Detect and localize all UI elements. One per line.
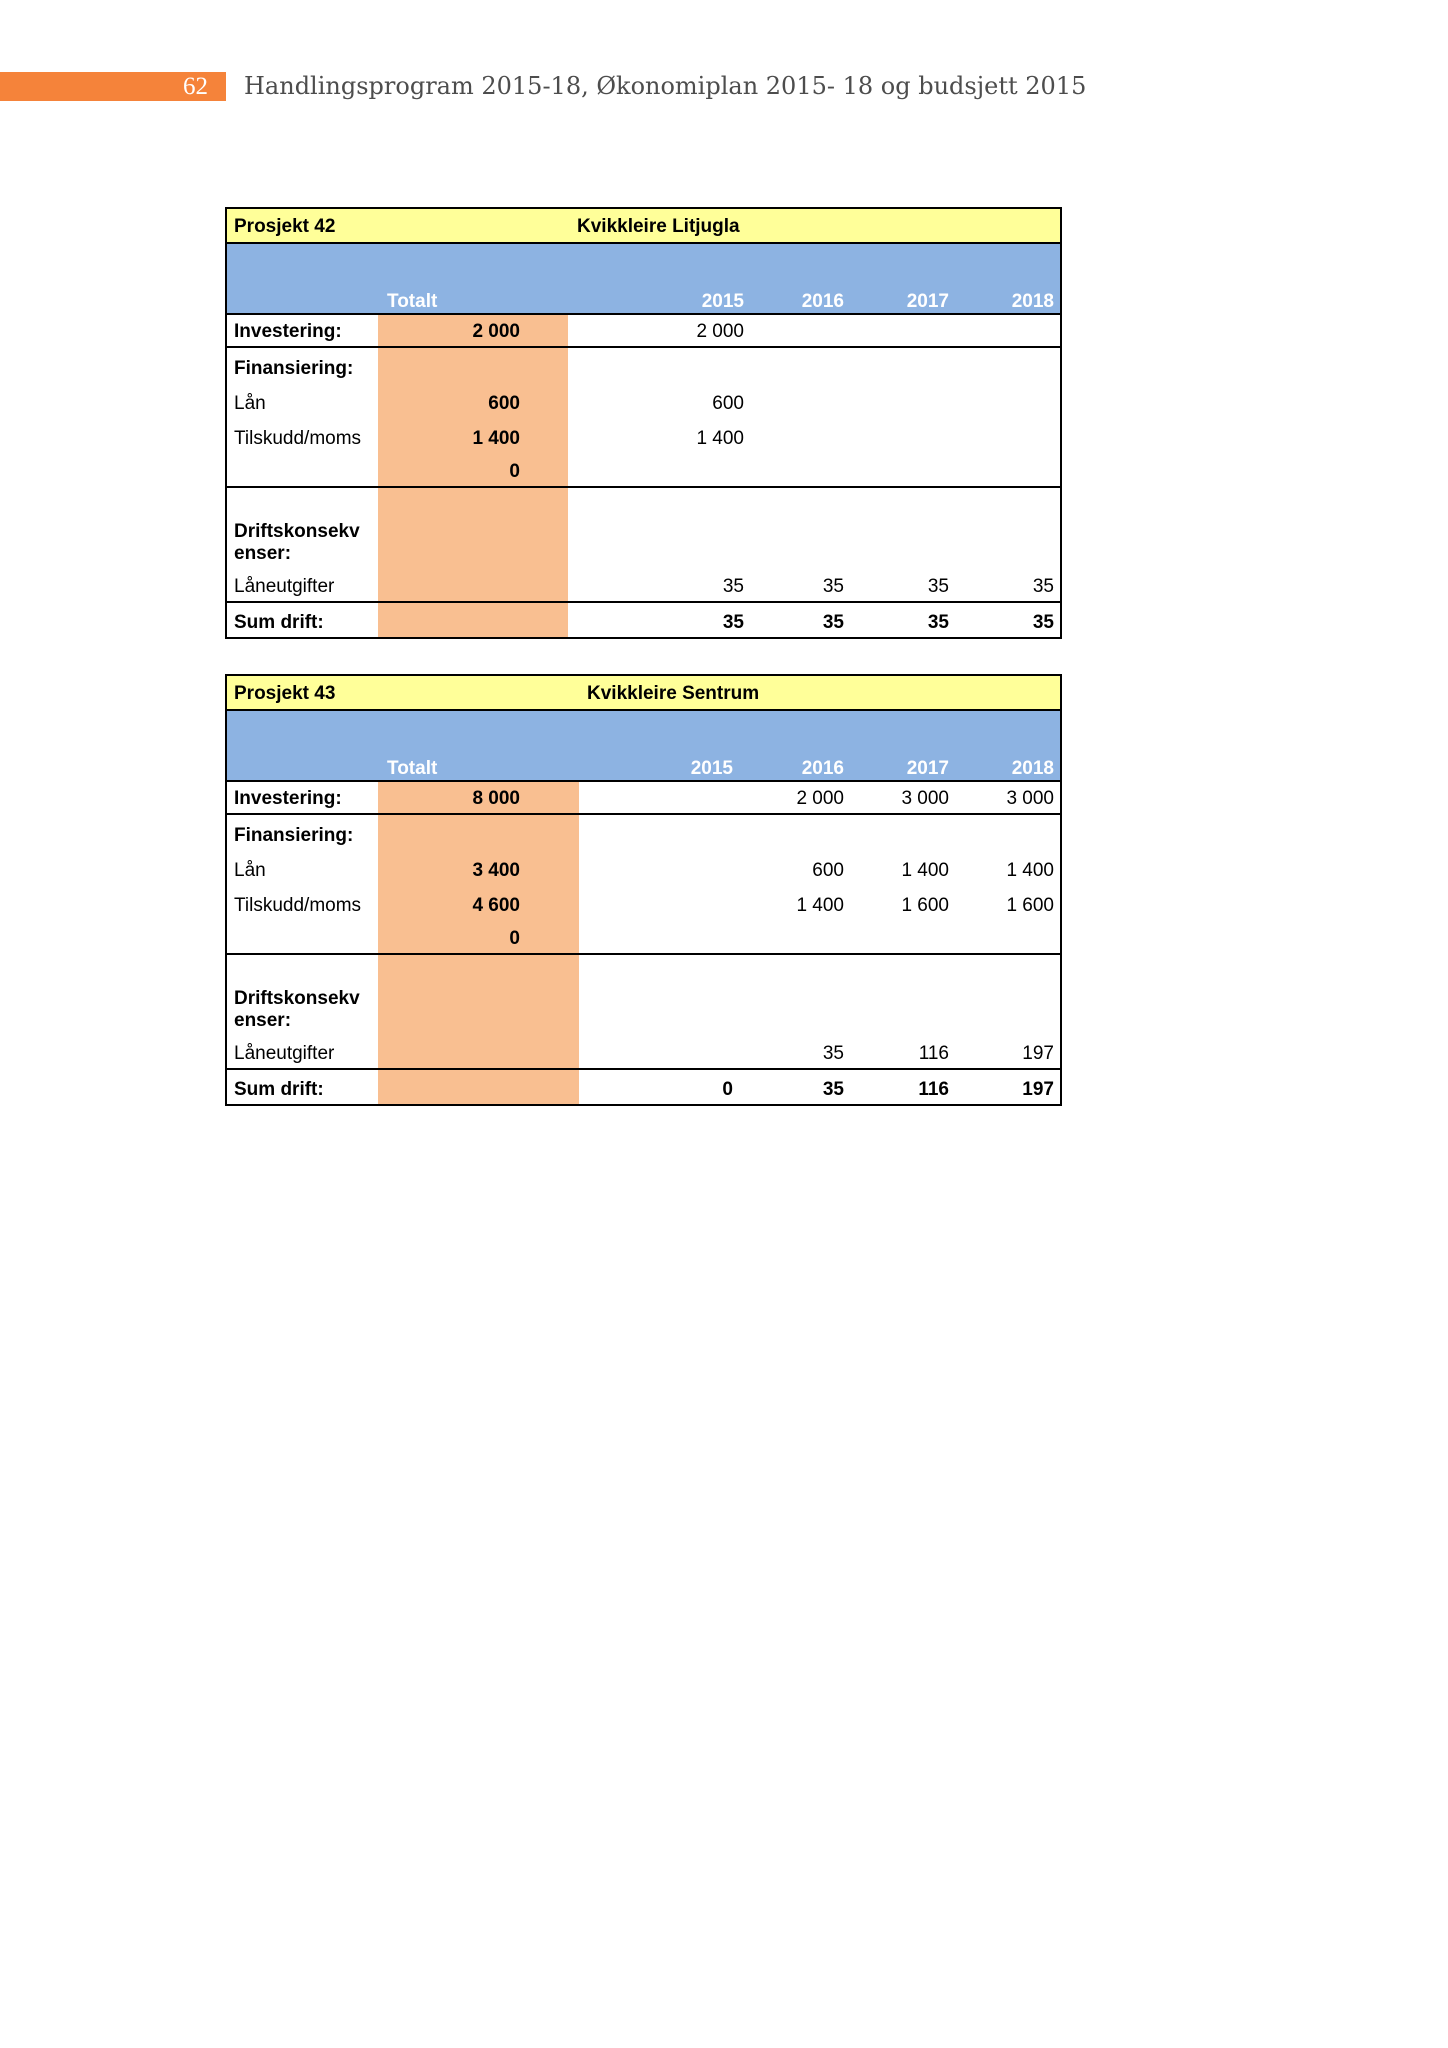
column-header-2016: 2016 xyxy=(801,758,844,779)
tilskudd-row xyxy=(227,418,1060,453)
project-name: Kvikkleire Litjugla xyxy=(577,216,740,237)
value-2018: 1 400 xyxy=(1006,860,1054,881)
project-table xyxy=(225,207,1062,639)
value-2017: 35 xyxy=(927,576,949,597)
row-label: Tilskudd/moms xyxy=(234,895,362,916)
project-name: Kvikkleire Sentrum xyxy=(587,683,760,704)
project-title-row xyxy=(227,209,1060,244)
value-2018: 35 xyxy=(1032,576,1054,597)
row-label: Sum drift: xyxy=(234,1079,324,1100)
row-label: Driftskonsekv xyxy=(234,988,360,1009)
column-header-2018: 2018 xyxy=(1011,291,1054,312)
column-header-total: Totalt xyxy=(387,291,438,312)
total-value: 0 xyxy=(509,461,520,482)
total-value: 4 600 xyxy=(472,895,520,916)
row-label: Låneutgifter xyxy=(234,576,335,597)
lan-row xyxy=(227,850,1060,885)
total-value: 2 000 xyxy=(472,321,520,342)
row-label: Investering: xyxy=(234,788,342,809)
column-header-2016: 2016 xyxy=(801,291,844,312)
row-label: Lån xyxy=(234,393,266,414)
row-label-continued: enser: xyxy=(234,543,292,564)
column-header-2017: 2017 xyxy=(906,291,949,312)
value-2017: 35 xyxy=(927,612,949,633)
row-label: Tilskudd/moms xyxy=(234,428,362,449)
lan-row xyxy=(227,383,1060,418)
total-value: 600 xyxy=(488,393,520,414)
value-2017: 116 xyxy=(918,1079,949,1100)
column-header-row xyxy=(227,711,1060,780)
sum-drift-row xyxy=(227,1070,1060,1104)
value-2016: 35 xyxy=(822,612,844,633)
row-label-continued: enser: xyxy=(234,1010,292,1031)
total-value: 3 400 xyxy=(472,860,520,881)
laneutgifter-row xyxy=(227,1035,1060,1070)
value-2018: 35 xyxy=(1032,612,1054,633)
project-number: Prosjekt 43 xyxy=(234,683,336,704)
value-2015: 0 xyxy=(722,1079,733,1100)
investering-row xyxy=(227,313,1060,348)
tilskudd-row xyxy=(227,885,1060,920)
zero-total-row xyxy=(227,920,1060,955)
column-header-2015: 2015 xyxy=(701,291,744,312)
total-value: 0 xyxy=(509,928,520,949)
column-header-2018: 2018 xyxy=(1011,758,1054,779)
row-label: Sum drift: xyxy=(234,612,324,633)
row-label: Lån xyxy=(234,860,266,881)
column-header-total: Totalt xyxy=(387,758,438,779)
value-2018: 3 000 xyxy=(1006,788,1054,809)
value-2016: 35 xyxy=(822,1079,844,1100)
value-2018: 197 xyxy=(1022,1079,1054,1100)
row-label: Finansiering: xyxy=(234,358,354,379)
row-label: Investering: xyxy=(234,321,342,342)
row-label: Driftskonsekv xyxy=(234,521,360,542)
value-2016: 600 xyxy=(812,860,844,881)
project-title-row xyxy=(227,676,1060,711)
value-2017: 116 xyxy=(918,1043,949,1064)
laneutgifter-row xyxy=(227,568,1060,603)
value-2015: 600 xyxy=(712,393,744,414)
project-number: Prosjekt 42 xyxy=(234,216,336,237)
value-2018: 1 600 xyxy=(1006,895,1054,916)
investering-row xyxy=(227,780,1060,815)
value-2015: 35 xyxy=(722,612,744,633)
sum-drift-row xyxy=(227,603,1060,637)
driftskonsekvenser-row xyxy=(227,955,1060,1035)
finansiering-row xyxy=(227,815,1060,850)
finansiering-row xyxy=(227,348,1060,383)
value-2016: 2 000 xyxy=(796,788,844,809)
page-number: 62 xyxy=(0,72,226,101)
value-2017: 3 000 xyxy=(901,788,949,809)
row-label: Finansiering: xyxy=(234,825,354,846)
document-title: Handlingsprogram 2015-18, Økonomiplan 2015- 18 og budsjett 2015 xyxy=(244,72,1087,100)
column-header-row xyxy=(227,244,1060,313)
column-header-2017: 2017 xyxy=(906,758,949,779)
value-2017: 1 600 xyxy=(901,895,949,916)
value-2016: 35 xyxy=(822,1043,844,1064)
total-value: 1 400 xyxy=(472,428,520,449)
value-2016: 35 xyxy=(822,576,844,597)
value-2017: 1 400 xyxy=(901,860,949,881)
value-2018: 197 xyxy=(1022,1043,1054,1064)
row-label: Låneutgifter xyxy=(234,1043,335,1064)
value-2015: 2 000 xyxy=(696,321,744,342)
value-2015: 35 xyxy=(722,576,744,597)
value-2015: 1 400 xyxy=(696,428,744,449)
total-value: 8 000 xyxy=(472,788,520,809)
page-header xyxy=(0,70,1448,102)
zero-total-row xyxy=(227,453,1060,488)
value-2016: 1 400 xyxy=(796,895,844,916)
project-table xyxy=(225,674,1062,1106)
column-header-2015: 2015 xyxy=(690,758,733,779)
driftskonsekvenser-row xyxy=(227,488,1060,568)
